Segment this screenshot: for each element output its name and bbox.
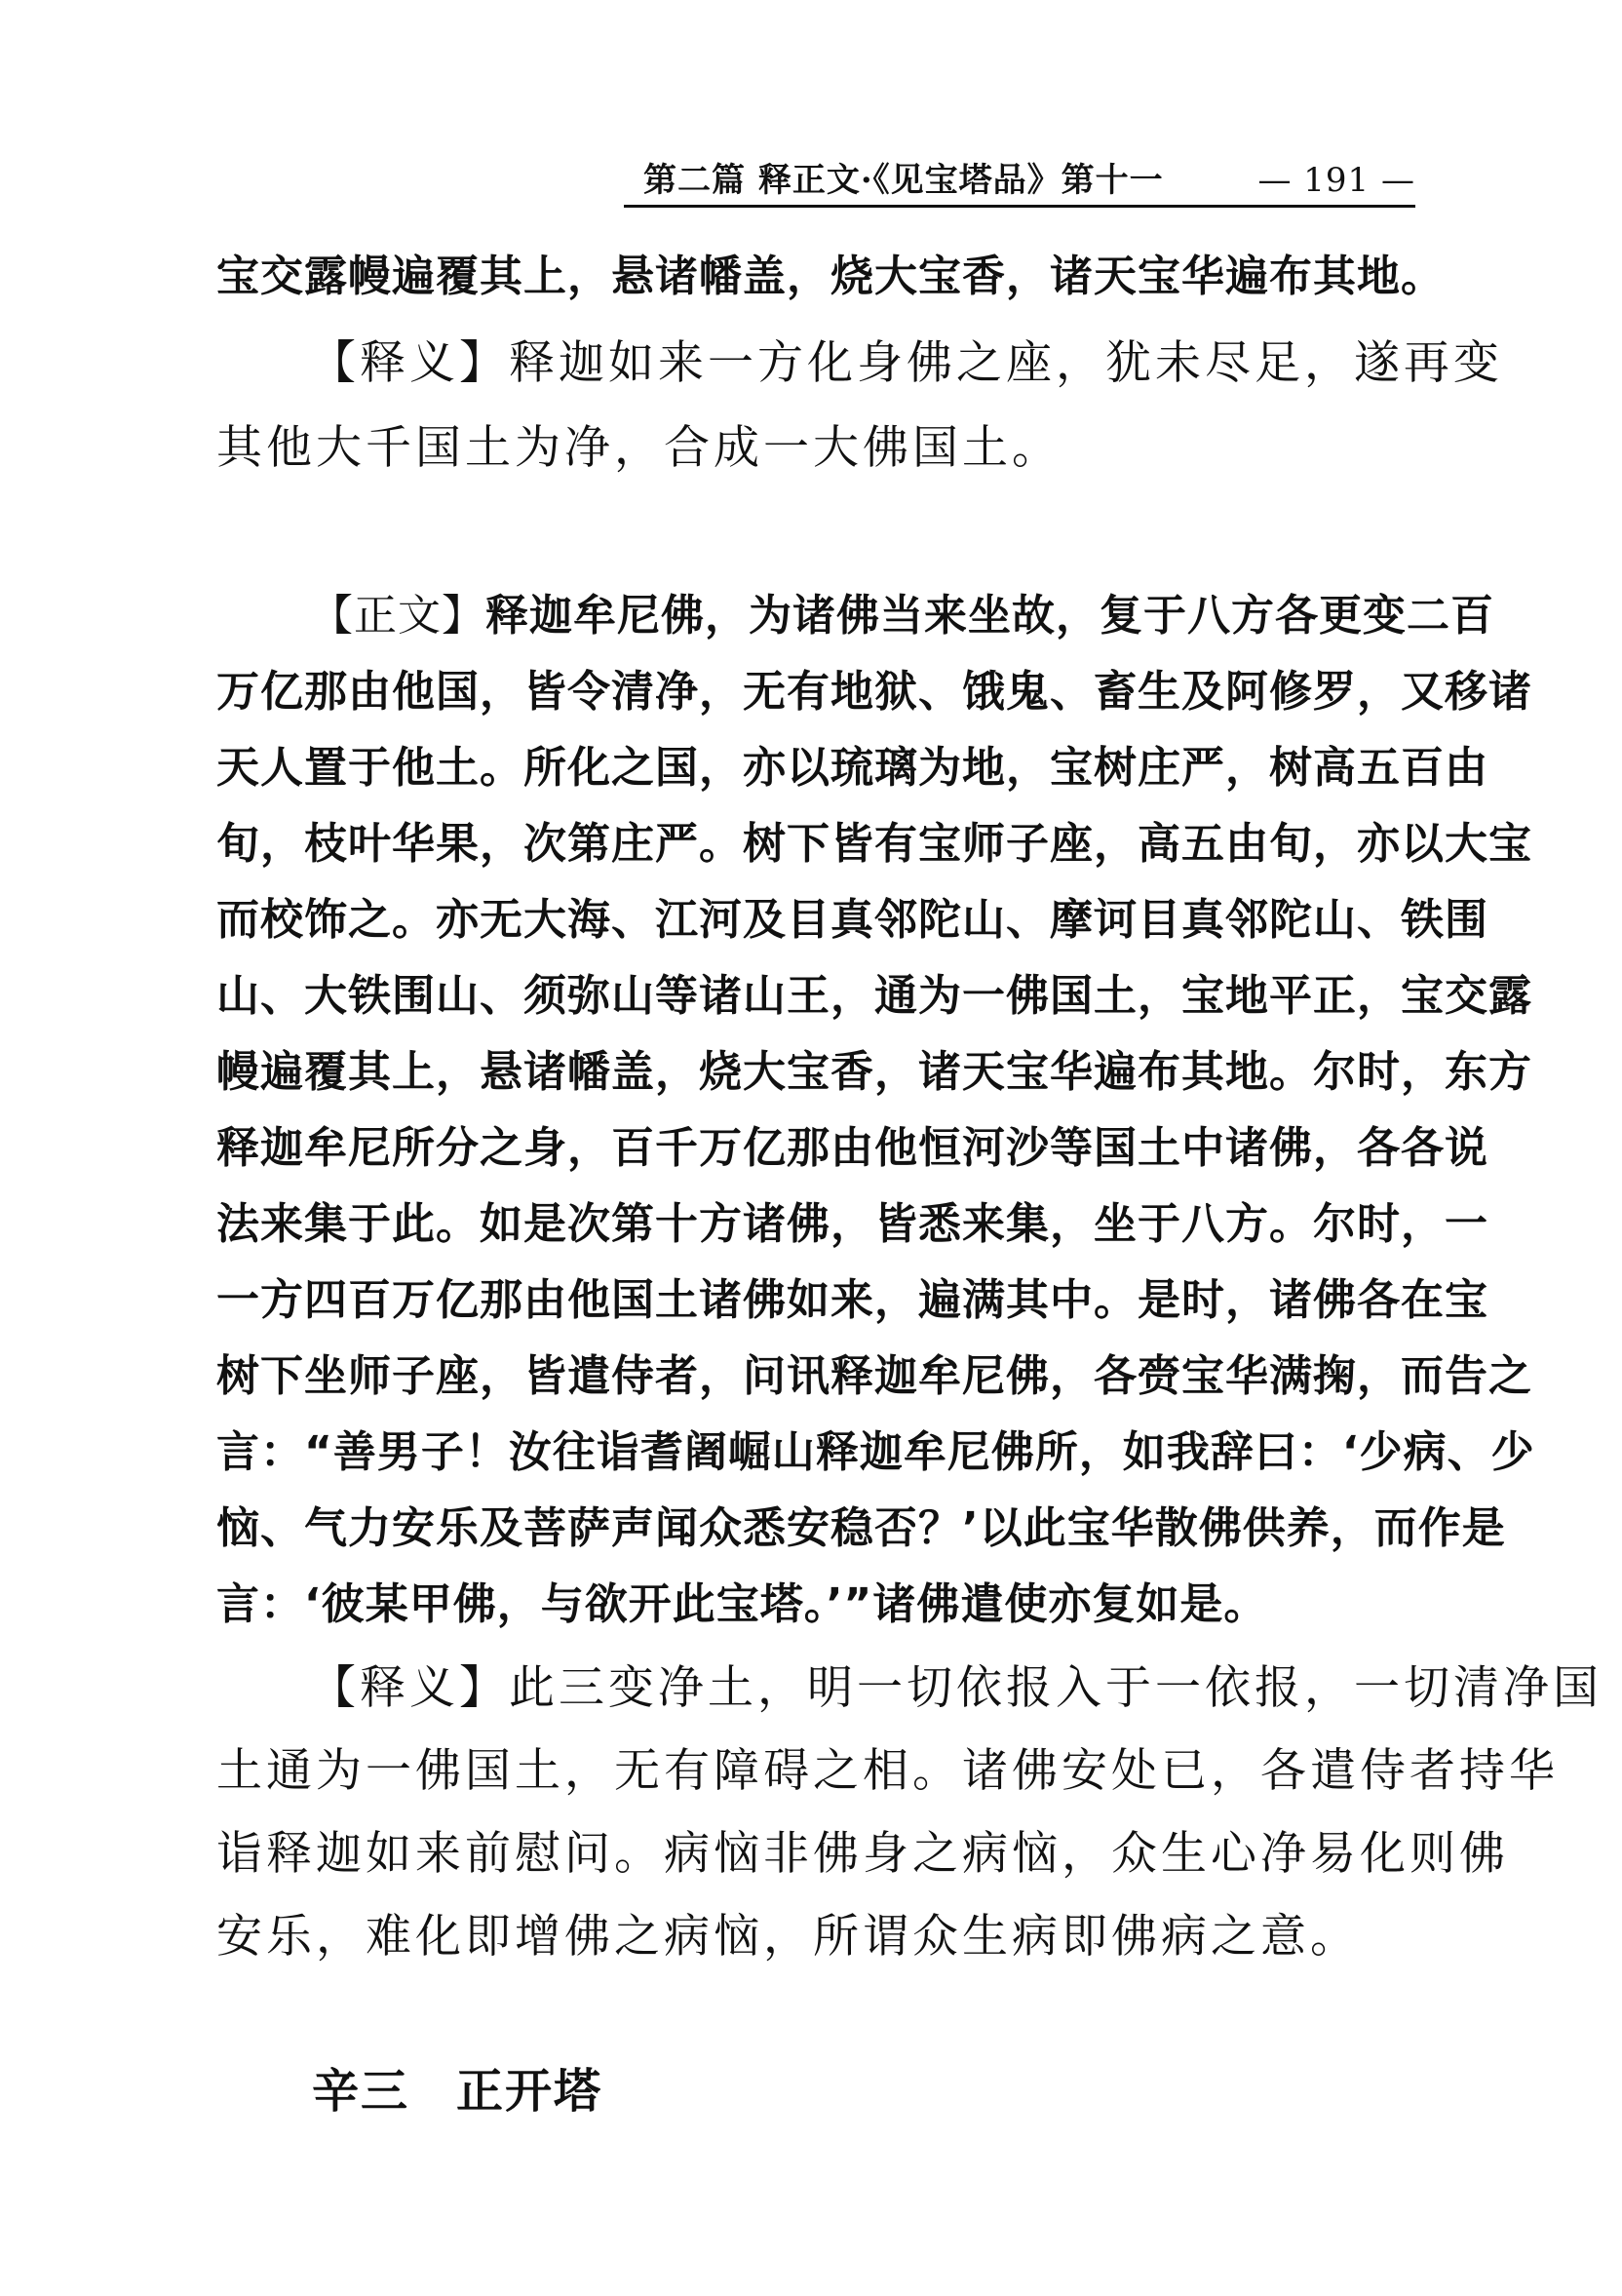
paragraph-first-line — [310, 332, 1503, 395]
text-line: 法来集于此。如是次第十方诸佛，皆悉来集，坐于八方。尔时，一 — [216, 1199, 1488, 1249]
text-line: 旬，枝叶华果，次第庄严。树下皆有宝师子座，高五由旬，亦以大宝 — [216, 819, 1532, 869]
paragraph-first-line — [310, 1657, 1603, 1720]
header-rule — [624, 205, 1415, 208]
text-line: 诣释迦如来前慰问。病恼非佛身之病恼，众生心净易化则佛 — [216, 1827, 1509, 1881]
text-line: 树下坐师子座，皆遣侍者，问讯释迦牟尼佛，各赍宝华满掬，而告之 — [216, 1351, 1532, 1401]
text-line: 释迦如来一方化身佛之座，犹未尽足，遂再变 — [509, 336, 1503, 390]
text-line: 山、大铁围山、须弥山等诸山王，通为一佛国土，宝地平正，宝交露 — [216, 971, 1532, 1021]
text-line: 而校饰之。亦无大海、江河及目真邻陀山、摩诃目真邻陀山、铁围 — [216, 895, 1488, 945]
text-line: 其他大千国土为净，合成一大佛国土。 — [216, 421, 1062, 475]
text-line: 土通为一佛国土，无有障碍之相。诸佛安处已，各遣侍者持华 — [216, 1744, 1559, 1798]
section-marker: 【正文】 — [310, 591, 485, 641]
section-heading — [312, 2057, 602, 2125]
text-line: 天人置于他土。所化之国，亦以琉璃为地，宝树庄严，树高五百由 — [216, 743, 1488, 793]
text-line: 言：“善男子！汝往诣耆阇崛山释迦牟尼佛所，如我辞曰：‘少病、少 — [216, 1427, 1535, 1477]
running-head — [624, 156, 1415, 205]
text-line: 此三变净土，明一切依报入于一依报，一切清净国 — [509, 1661, 1603, 1715]
text-line: 言：‘彼某甲佛，与欲开此宝塔。’”诸佛遣使亦复如是。 — [216, 1579, 1268, 1629]
running-head-title: 第二篇 释正文·《见宝塔品》第十一 — [643, 161, 1164, 200]
text-line: 释迦牟尼佛，为诸佛当来坐故，复于八方各更变二百 — [485, 591, 1494, 641]
section-marker: 【释义】 — [310, 1661, 509, 1715]
section-title: 正开塔 — [456, 2064, 603, 2119]
text-line: 恼、气力安乐及菩萨声闻众悉安稳否？’以此宝华散佛供养，而作是 — [216, 1503, 1506, 1553]
text-line: 万亿那由他国，皆令清净，无有地狱、饿鬼、畜生及阿修罗，又移诸 — [216, 667, 1532, 717]
section-number: 辛三 — [312, 2064, 410, 2119]
section-marker: 【释义】 — [310, 336, 509, 390]
text-line: 安乐，难化即增佛之病恼，所谓众生病即佛病之意。 — [216, 1910, 1360, 1964]
text-line: 一方四百万亿那由他国土诸佛如来，遍满其中。是时，诸佛各在宝 — [216, 1275, 1488, 1325]
page-number: — 191 — — [1257, 161, 1415, 200]
text-line: 释迦牟尼所分之身，百千万亿那由他恒河沙等国土中诸佛，各各说 — [216, 1123, 1488, 1173]
text-line: 幔遍覆其上，悬诸幡盖，烧大宝香，诸天宝华遍布其地。尔时，东方 — [216, 1047, 1532, 1097]
text-line: 宝交露幔遍覆其上，悬诸幡盖，烧大宝香，诸天宝华遍布其地。 — [216, 252, 1445, 301]
paragraph-first-line — [310, 585, 1494, 647]
